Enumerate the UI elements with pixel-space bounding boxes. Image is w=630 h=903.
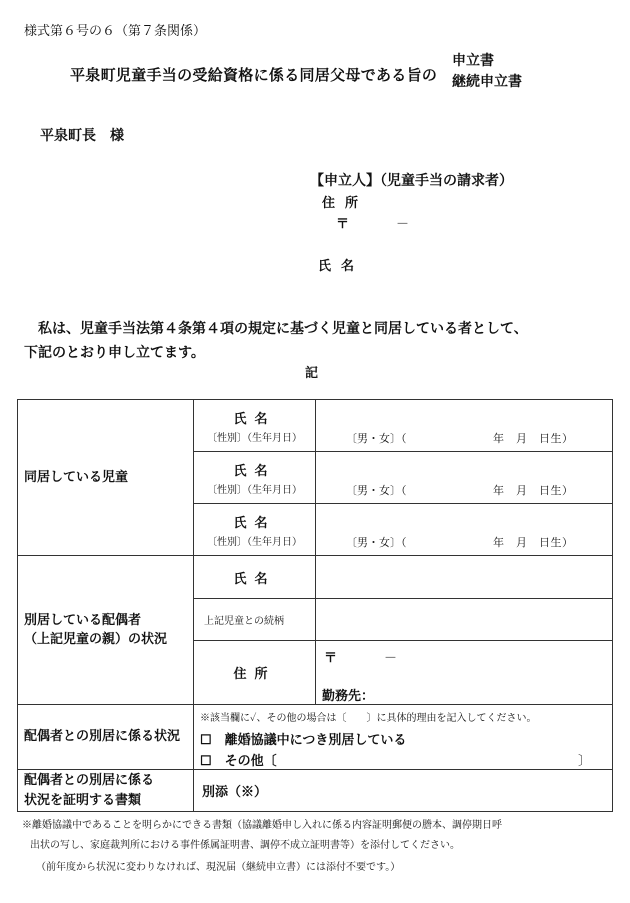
child-gender: 〔男・女〕（ <box>346 432 407 445</box>
spouse-name-label-cell <box>194 556 316 599</box>
child-dob: 年 月 日生） <box>493 484 574 497</box>
spouse-address-label: 住所 <box>233 667 276 682</box>
proof-document-value: 別添（※） <box>194 770 613 812</box>
ki-marker: 記 <box>305 366 319 381</box>
form-title: 平泉町児童手当の受給資格に係る同居父母である旨の <box>70 66 438 84</box>
child-sub-label: 〔性別〕（生年月日） <box>207 536 302 548</box>
child-3-label <box>194 504 316 556</box>
spouse-relation-label: 上記児童との続柄 <box>194 599 316 641</box>
declaration-table <box>17 399 613 812</box>
child-2-label <box>194 452 316 504</box>
child-2-entry[interactable] <box>316 452 613 504</box>
separation-status-label: 配偶者との別居に係る状況 <box>18 705 194 770</box>
spouse-name-label: 氏名 <box>233 571 276 587</box>
proof-document-label-line-1: 配偶者との別居に係る <box>24 773 155 788</box>
child-1-entry[interactable] <box>316 400 613 452</box>
separation-status-note: ※該当欄に✓、その他の場合は〔 〕に具体的理由を記入してください。 <box>200 713 537 724</box>
title-option-continuation: 継続申立書 <box>452 74 522 90</box>
separated-spouse-label <box>18 556 194 705</box>
spouse-relation-field[interactable] <box>316 599 613 641</box>
spouse-name-field[interactable] <box>316 556 613 599</box>
separated-spouse-label-line-2: （上記児童の親）の状況 <box>24 632 168 647</box>
applicant-address-label: 住所 <box>322 196 369 211</box>
footnote-1: ※離婚協議中であることを明らかにできる書類（協議離婚申し入れに係る内容証明郵便の謄本、調停期日呼 <box>22 820 502 831</box>
spouse-address-label-cell <box>194 641 316 705</box>
spouse-postal-dash: － <box>384 651 398 666</box>
child-dob: 年 月 日生） <box>493 536 574 549</box>
child-sub-label: 〔性別〕（生年月日） <box>207 432 302 444</box>
child-name-label: 氏名 <box>233 463 276 479</box>
checkbox-other-reason[interactable]: ☐ その他〔 <box>200 754 277 769</box>
applicant-name-label: 氏名 <box>318 259 365 274</box>
proof-document-label-line-2: 状況を証明する書類 <box>24 792 142 808</box>
child-gender: 〔男・女〕（ <box>346 536 407 549</box>
separated-spouse-label-line-1: 別居している配偶者 <box>24 612 142 628</box>
cohabiting-children-label: 同居している児童 <box>18 400 194 556</box>
applicant-heading: 【申立人】（児童手当の請求者） <box>310 173 513 189</box>
form-number: 様式第６号の６（第７条関係） <box>24 24 207 39</box>
child-3-entry[interactable] <box>316 504 613 556</box>
footnote-2: 出状の写し、家庭裁判所における事件係属証明書、調停不成立証明書等）を添付してください。 <box>30 840 460 851</box>
child-1-label <box>194 400 316 452</box>
spouse-address-field[interactable] <box>316 641 613 705</box>
child-sub-label: 〔性別〕（生年月日） <box>207 484 302 496</box>
other-reason-close-bracket: 〕 <box>578 754 592 769</box>
child-name-label: 氏名 <box>233 411 276 427</box>
statement-line-2: 下記のとおり申し立てます。 <box>24 345 205 361</box>
applicant-postal-mark: 〒 <box>336 217 350 232</box>
addressee: 平泉町長 様 <box>40 128 124 144</box>
separation-status-field <box>194 705 613 770</box>
spouse-workplace-label: 勤務先： <box>322 689 375 704</box>
statement-line-1: 私は、児童手当法第４条第４項の規定に基づく児童と同居している者として、 <box>38 321 528 337</box>
checkbox-divorce-negotiation[interactable]: ☐ 離婚協議中につき別居している <box>200 733 407 748</box>
child-dob: 年 月 日生） <box>493 432 574 445</box>
proof-document-label <box>18 770 194 812</box>
applicant-postal-dash: － <box>396 217 410 232</box>
child-name-label: 氏名 <box>233 515 276 531</box>
spouse-postal-mark: 〒 <box>324 651 338 666</box>
title-option-application: 申立書 <box>452 53 494 69</box>
footnote-3: （前年度から状況に変わりなければ、現況届（継続申立書）には添付不要です。） <box>36 862 401 873</box>
child-gender: 〔男・女〕（ <box>346 484 407 497</box>
